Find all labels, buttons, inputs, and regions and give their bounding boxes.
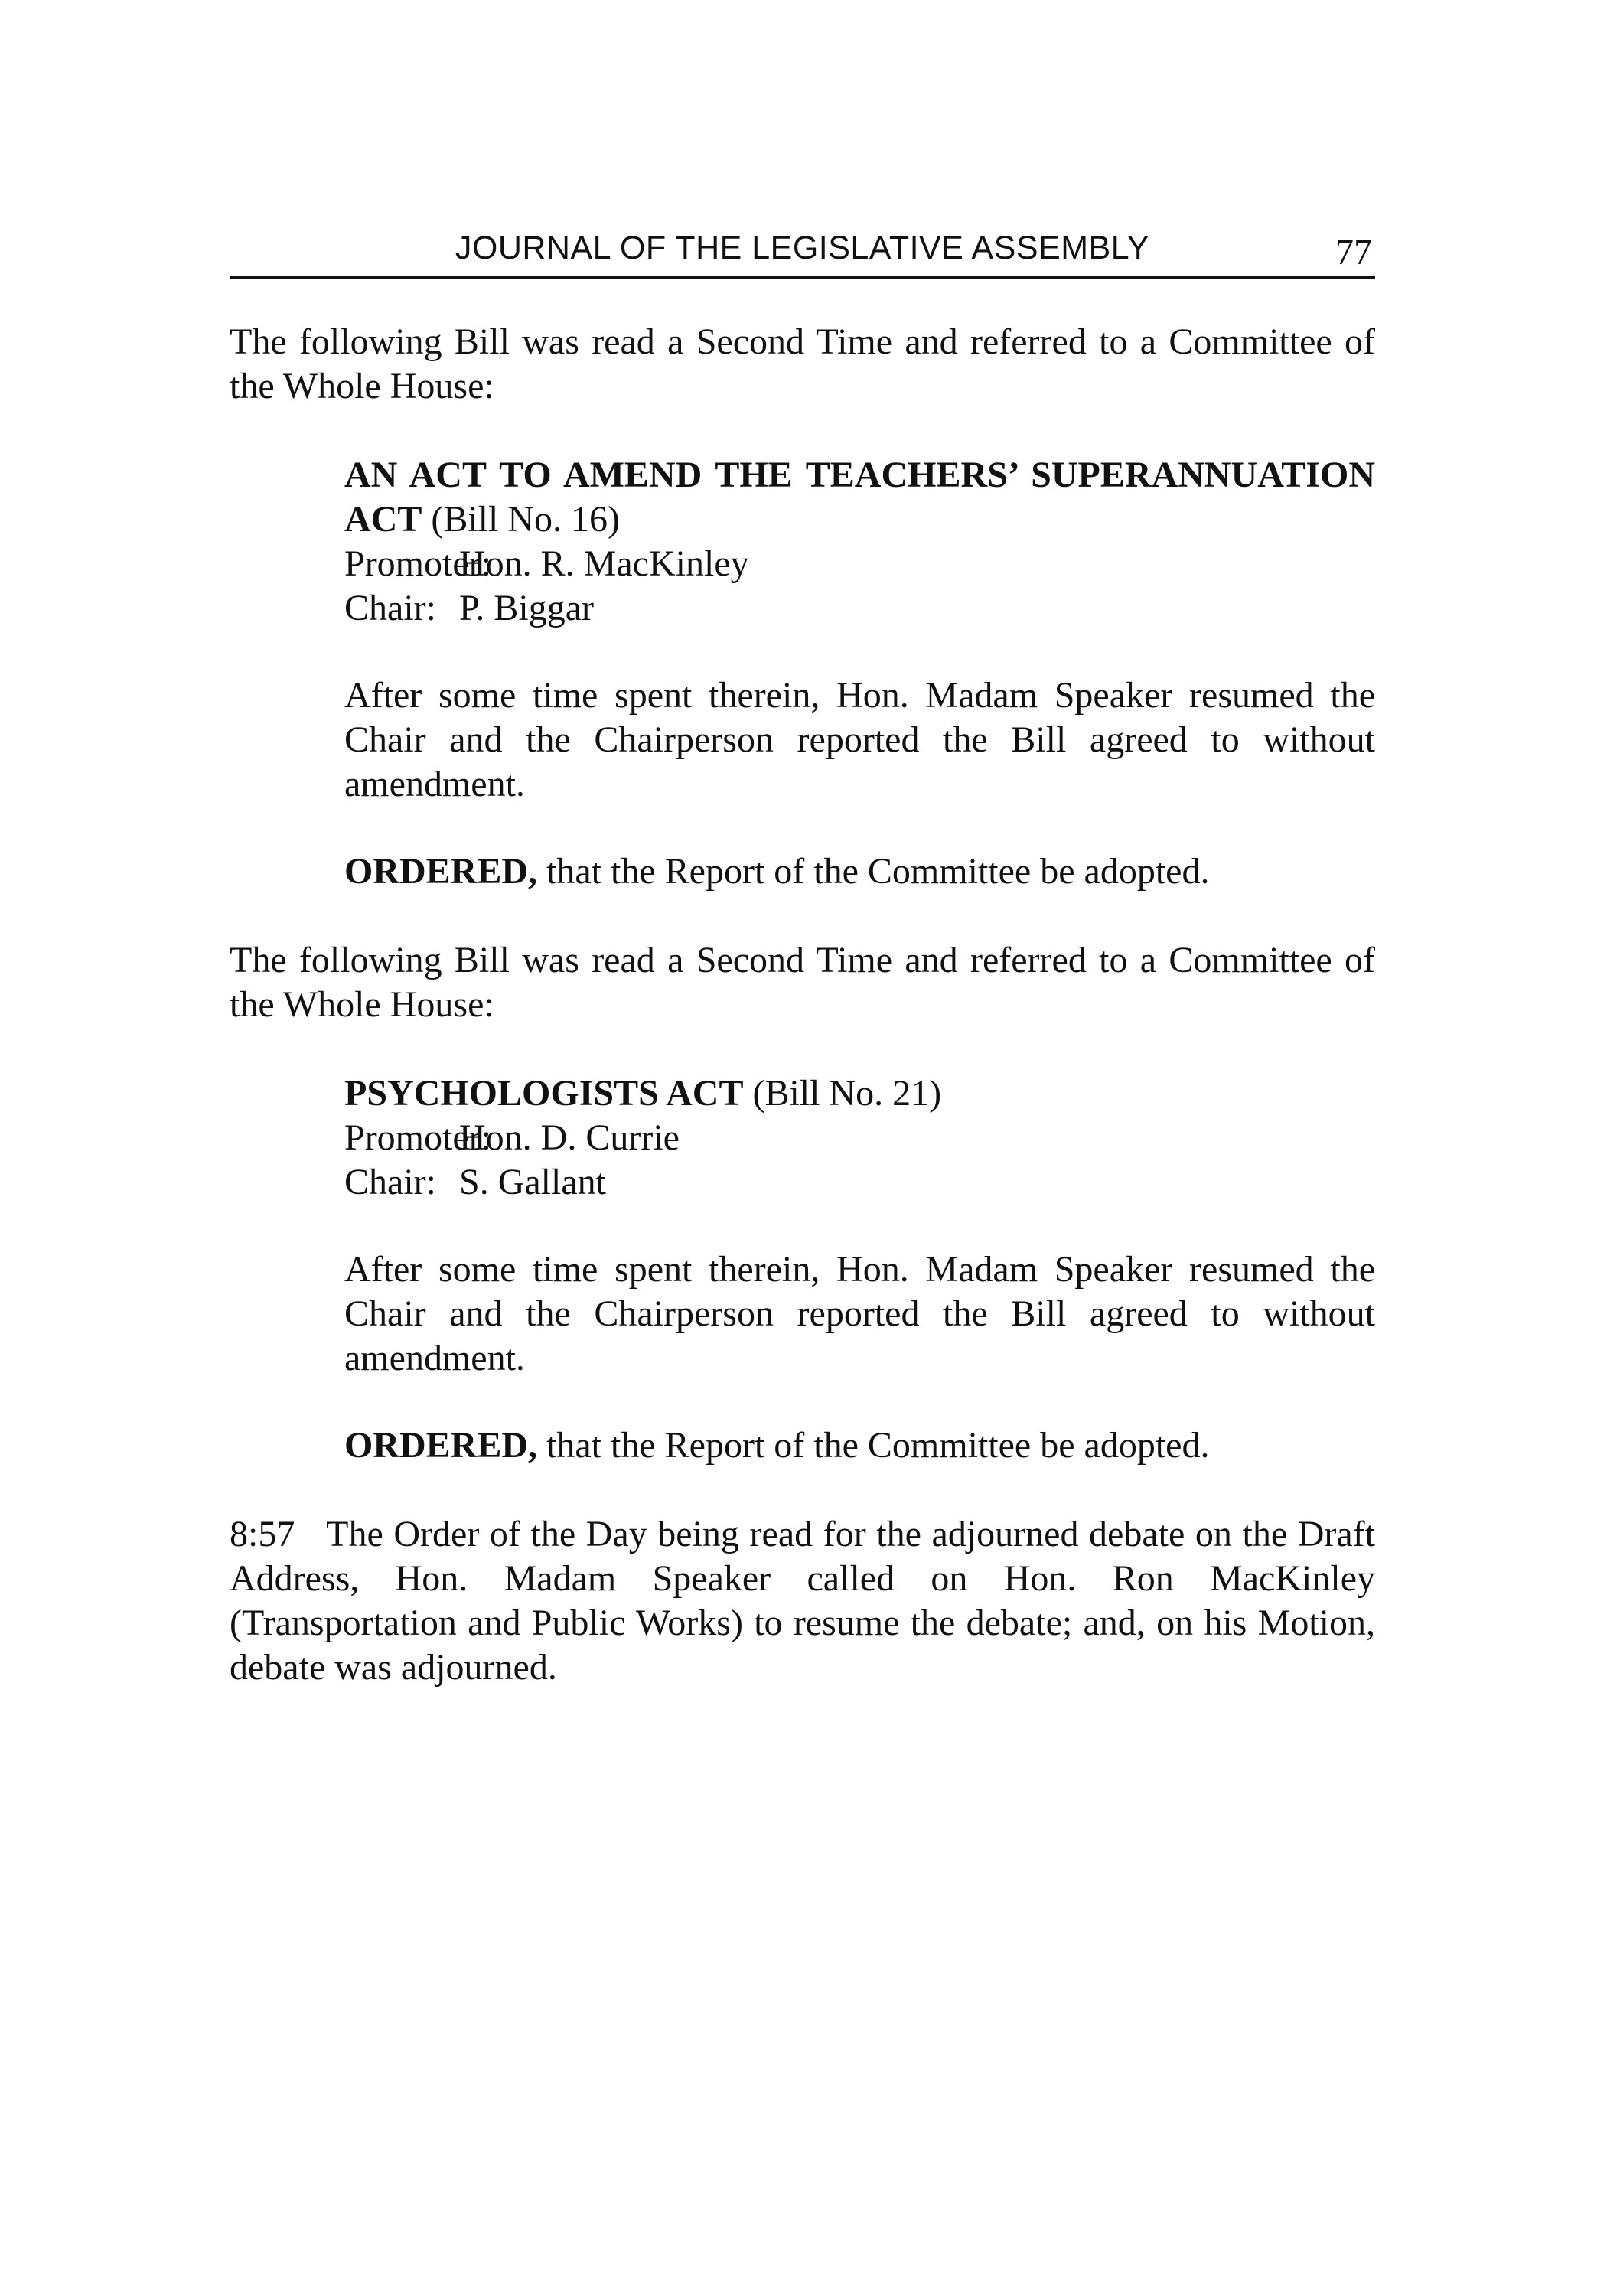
chair-row [344,586,1375,631]
committee-report: After some time spent therein, Hon. Madam Speaker resumed the Chair and the Chairperson reported the Bill agreed to without amendment. [344,1249,1375,1378]
promoter-row [344,1116,1375,1160]
order-text: The Order of the Day being read for the adjourned debate on the Draft Address, Hon. Madam Speaker called on Hon. Ron MacKinley (Transportation and Public Works) to resume the debate; and, on his Motion, debate was adjourned. [230,1514,1376,1688]
journal-title: JOURNAL OF THE LEGISLATIVE ASSEMBLY [455,230,1150,266]
bill-roles [344,1116,1375,1205]
page-header [230,227,1375,279]
bill-number: (Bill No. 21) [743,1073,942,1114]
chair-label: Chair: [344,1162,436,1202]
ordered-paragraph [344,1424,1375,1468]
promoter-label: Promoter: [344,543,491,584]
bill-intro: The following Bill was read a Second Time and referred to a Committee of the Whole House: [230,321,1375,406]
chair-label: Chair: [344,588,436,628]
page-number: 77 [1335,232,1372,272]
promoter-label: Promoter: [344,1117,491,1158]
ordered-label: ORDERED, [344,851,538,892]
bill-details [344,1071,1375,1468]
ordered-label: ORDERED, [344,1425,538,1466]
bill-intro: The following Bill was read a Second Time and referred to a Committee of the Whole House: [230,940,1375,1025]
chair-name: S. Gallant [459,1162,606,1202]
bill-heading [344,453,1375,542]
ordered-text: that the Report of the Committee be adopted. [537,851,1210,892]
promoter-name: Hon. D. Currie [459,1117,680,1158]
bill-entry [230,938,1375,1468]
journal-body [230,320,1375,1690]
bill-title: AN ACT TO AMEND THE TEACHERS’ SUPERANNUATION ACT [344,455,1375,540]
promoter-row [344,542,1375,586]
bill-heading [344,1071,1375,1116]
ordered-paragraph [344,850,1375,894]
bill-entry [230,320,1375,894]
bill-details [344,453,1375,894]
order-time: 8:57 [230,1514,295,1554]
bill-roles [344,542,1375,631]
bill-number: (Bill No. 16) [422,499,620,540]
chair-row [344,1160,1375,1205]
order-of-day-paragraph [230,1512,1375,1690]
bill-title: PSYCHOLOGISTS ACT [344,1073,744,1114]
promoter-name: Hon. R. MacKinley [459,543,749,584]
ordered-text: that the Report of the Committee be adopted. [537,1425,1210,1466]
chair-name: P. Biggar [459,588,595,628]
committee-report: After some time spent therein, Hon. Madam Speaker resumed the Chair and the Chairperson reported the Bill agreed to without amendment. [344,675,1375,804]
